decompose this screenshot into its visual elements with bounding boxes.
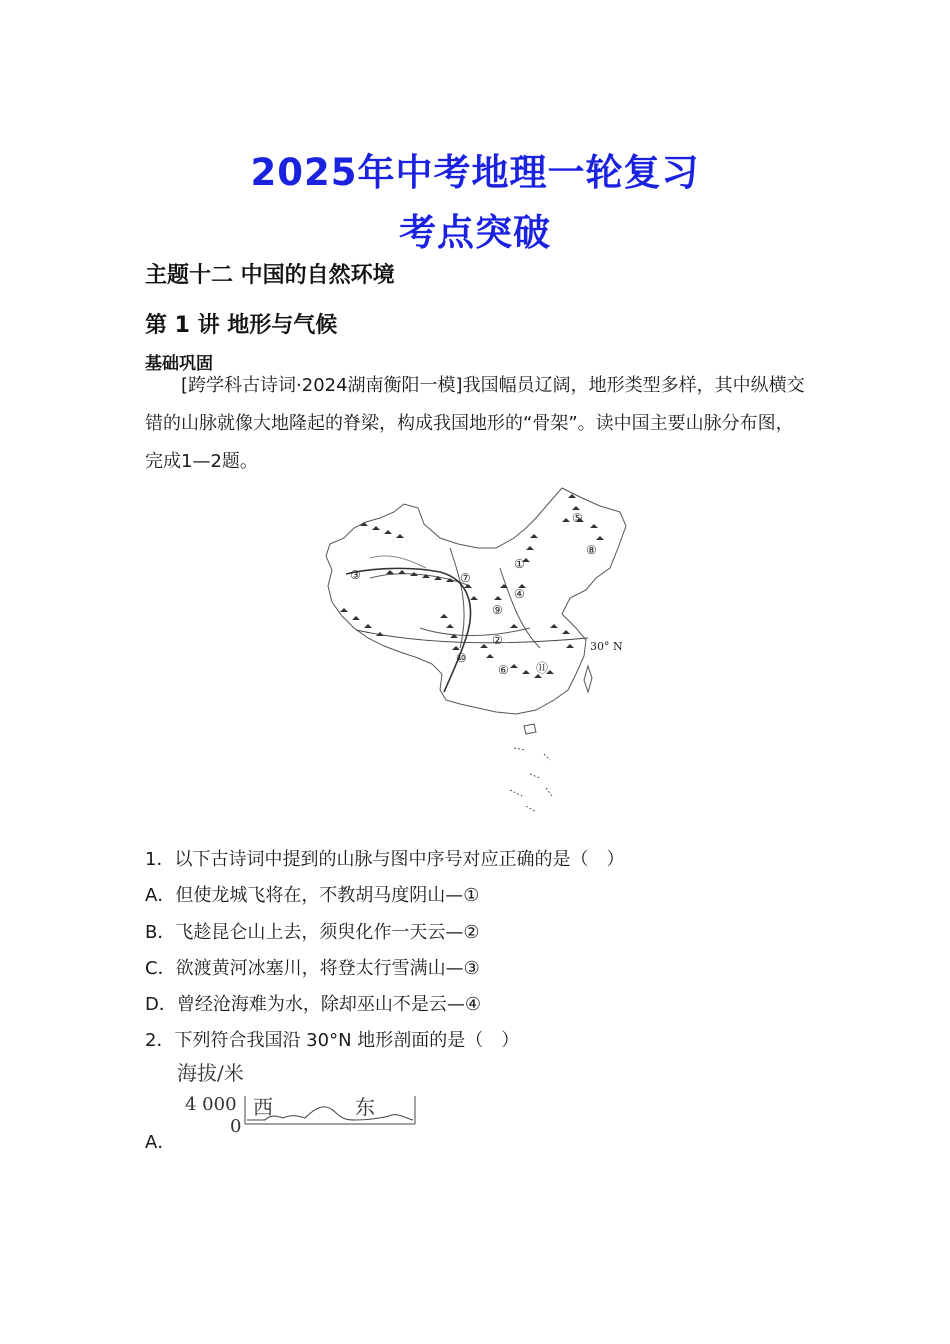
profile-east-label: 东 <box>355 1095 375 1119</box>
map-label-8: ⑧ <box>586 543 597 557</box>
intro-paragraph: [跨学科古诗词·2024湖南衡阳一模]我国幅员辽阔，地形类型多样，其中纵横交错的山脉就像大地隆起的脊梁，构成我国地形的“骨架”。读中国主要山脉分布图，完成1—2题。 <box>145 375 805 472</box>
map-label-1: ① <box>514 557 525 571</box>
document-title: 2025年中考地理一轮复习 <box>250 151 700 194</box>
question-1-option-a: A．但使龙城飞将在，不教胡马度阴山—① <box>145 885 480 906</box>
map-label-6: ⑥ <box>498 663 509 677</box>
question-1-option-d: D．曾经沧海难为水，除却巫山不是云—④ <box>145 994 481 1015</box>
map-label-5: ⑤ <box>572 511 583 525</box>
question-1-option-c: C．欲渡黄河冰塞川，将登太行雪满山—③ <box>145 958 480 979</box>
latitude-line <box>356 630 588 643</box>
map-label-2: ② <box>492 633 503 647</box>
china-mountain-map <box>300 478 640 833</box>
section-heading: 基础巩固 <box>145 354 213 374</box>
lecture-heading: 第 1 讲 地形与气候 <box>145 313 338 338</box>
question-1-stem: 1．以下古诗词中提到的山脉与图中序号对应正确的是（ ） <box>145 849 625 870</box>
map-label-11: ⑪ <box>536 661 549 675</box>
question-2-option-a: A． <box>145 1132 176 1153</box>
question-2-stem: 2．下列符合我国沿 30°N 地形剖面的是（ ） <box>145 1030 520 1051</box>
topic-heading: 主题十二 中国的自然环境 <box>145 263 395 288</box>
document-subtitle: 考点突破 <box>399 211 551 254</box>
profile-ytick-bottom: 0 <box>230 1116 242 1137</box>
map-label-10: ⑩ <box>456 651 467 665</box>
map-label-9: ⑨ <box>492 603 503 617</box>
question-1-option-b: B．飞趁昆仑山上去，须臾化作一天云—② <box>145 922 480 943</box>
map-label-7: ⑦ <box>460 571 471 585</box>
profile-option-a <box>175 1058 435 1138</box>
map-label-3: ③ <box>350 568 361 582</box>
boundary-curve <box>346 568 470 692</box>
map-label-4: ④ <box>514 587 525 601</box>
profile-west-label: 西 <box>253 1095 273 1119</box>
profile-ytick-top: 4 000 <box>185 1094 237 1115</box>
latitude-label: 30° N <box>590 640 623 653</box>
profile-ylabel: 海拔/米 <box>177 1061 244 1085</box>
